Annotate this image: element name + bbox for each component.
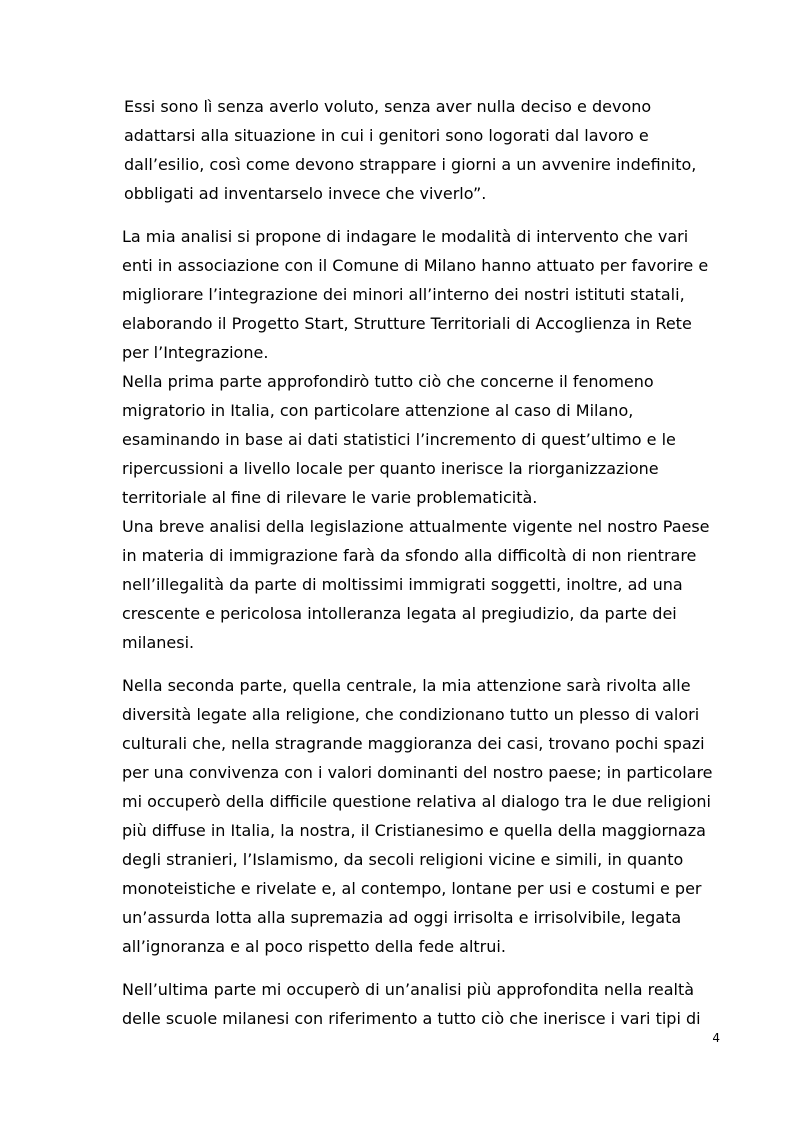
text-line: per una convivenza con i valori dominanti del nostro paese; in particolare <box>122 763 713 782</box>
quote-block <box>124 92 724 208</box>
paragraph-gap <box>122 961 722 975</box>
paragraph-second-part <box>122 671 722 961</box>
text-line: territoriale al fine di rilevare le varie problematicità. <box>122 488 538 507</box>
text-line: all’ignoranza e al poco rispetto della fede altrui. <box>122 937 506 956</box>
quote-line: obbligati ad inventarselo invece che viverlo”. <box>124 184 487 203</box>
paragraph-gap <box>122 657 722 671</box>
text-line: delle scuole milanesi con riferimento a tutto ciò che inerisce i vari tipi di <box>122 1009 701 1028</box>
body-text <box>122 222 722 1033</box>
text-line: Una breve analisi della legislazione attualmente vigente nel nostro Paese <box>122 517 710 536</box>
text-line: degli stranieri, l’Islamismo, da secoli religioni vicine e simili, in quanto <box>122 850 684 869</box>
text-line: Nella prima parte approfondirò tutto ciò che concerne il fenomeno <box>122 372 654 391</box>
paragraph-first-part <box>122 367 722 512</box>
text-line: più diffuse in Italia, la nostra, il Cristianesimo e quella della maggiornaza <box>122 821 706 840</box>
quote-line: dall’esilio, così come devono strappare i giorni a un avvenire indefinito, <box>124 155 697 174</box>
text-line: mi occuperò della difficile questione relativa al dialogo tra le due religioni <box>122 792 711 811</box>
text-line: diversità legate alla religione, che condizionano tutto un plesso di valori <box>122 705 700 724</box>
text-line: ripercussioni a livello locale per quanto inerisce la riorganizzazione <box>122 459 659 478</box>
text-line: migliorare l’integrazione dei minori all’interno dei nostri istituti statali, <box>122 285 685 304</box>
text-line: in materia di immigrazione farà da sfondo alla difficoltà di non rientrare <box>122 546 697 565</box>
text-line: culturali che, nella stragrande maggioranza dei casi, trovano pochi spazi <box>122 734 705 753</box>
text-line: elaborando il Progetto Start, Strutture Territoriali di Accoglienza in Rete <box>122 314 692 333</box>
text-line: Nell’ultima parte mi occuperò di un’analisi più approfondita nella realtà <box>122 980 695 999</box>
text-line: per l’Integrazione. <box>122 343 269 362</box>
text-line: Nella seconda parte, quella centrale, la mia attenzione sarà rivolta alle <box>122 676 691 695</box>
text-line: monoteistiche e rivelate e, al contempo, lontane per usi e costumi e per <box>122 879 702 898</box>
page-number: 4 <box>712 1031 720 1045</box>
paragraph-intro <box>122 222 722 367</box>
paragraph-last-part <box>122 975 722 1033</box>
text-line: un’assurda lotta alla supremazia ad oggi irrisolta e irrisolvibile, legata <box>122 908 682 927</box>
text-line: enti in associazione con il Comune di Milano hanno attuato per favorire e <box>122 256 709 275</box>
text-line: La mia analisi si propone di indagare le modalità di intervento che vari <box>122 227 689 246</box>
paragraph-legislation <box>122 512 722 657</box>
text-line: crescente e pericolosa intolleranza legata al pregiudizio, da parte dei <box>122 604 677 623</box>
text-line: milanesi. <box>122 633 195 652</box>
quote-line: Essi sono lì senza averlo voluto, senza aver nulla deciso e devono <box>124 97 652 116</box>
text-line: esaminando in base ai dati statistici l’incremento di quest’ultimo e le <box>122 430 676 449</box>
text-line: nell’illegalità da parte di moltissimi immigrati soggetti, inoltre, ad una <box>122 575 683 594</box>
text-line: migratorio in Italia, con particolare attenzione al caso di Milano, <box>122 401 634 420</box>
quote-line: adattarsi alla situazione in cui i genitori sono logorati dal lavoro e <box>124 126 649 145</box>
